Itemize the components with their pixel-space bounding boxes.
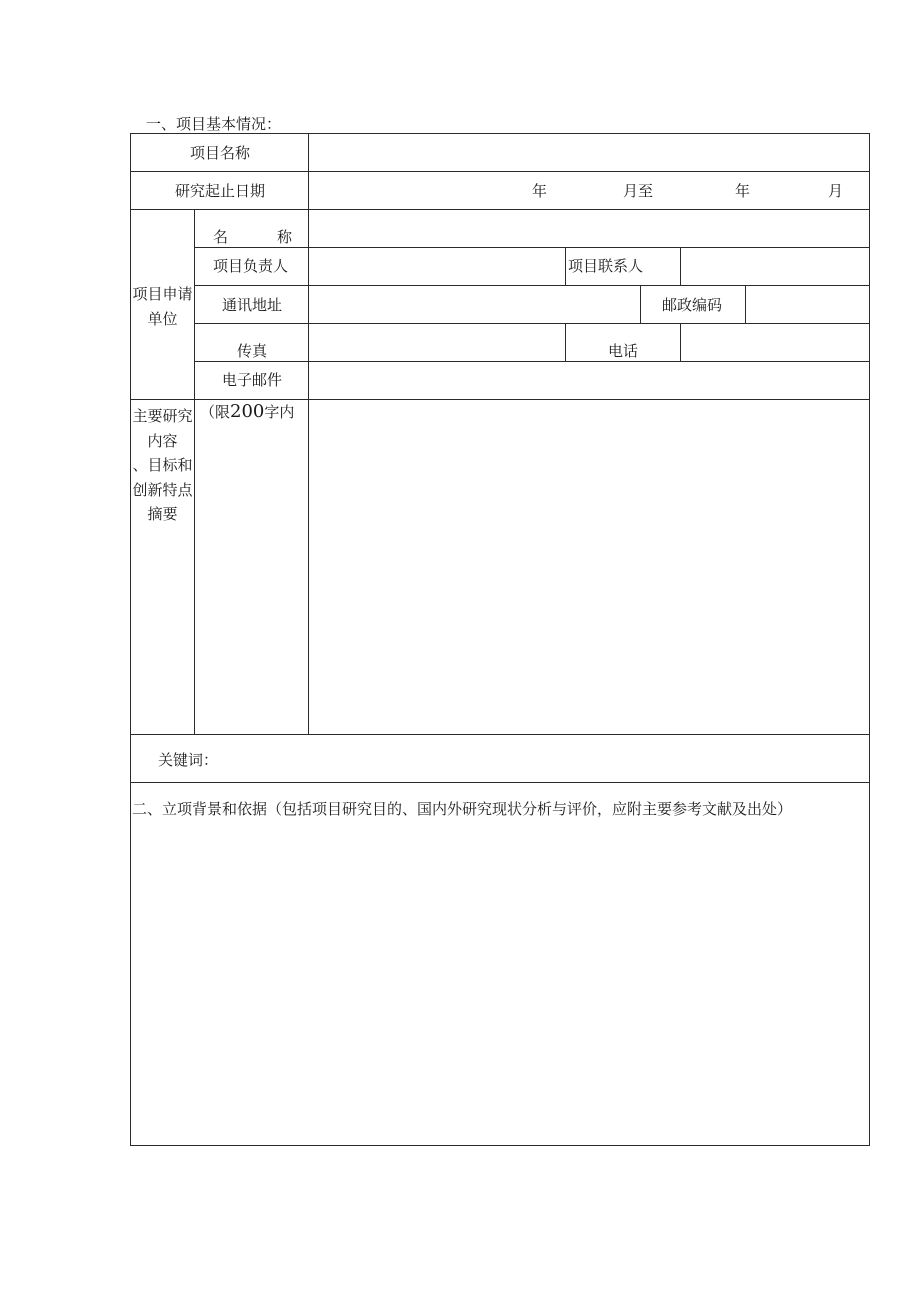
keywords-label: 关键词： bbox=[158, 751, 219, 769]
summary-limit-number: 200 bbox=[230, 401, 265, 422]
summary-label-line: 内容 bbox=[147, 431, 178, 450]
end-year-unit: 年 bbox=[735, 182, 751, 200]
project-name-label: 项目名称 bbox=[190, 144, 251, 162]
unit-name-field[interactable] bbox=[310, 211, 868, 246]
project-contact-label: 项目联系人 bbox=[568, 257, 644, 275]
mailing-address-field[interactable] bbox=[310, 287, 639, 322]
section-1-title: 一、项目基本情况： bbox=[146, 115, 282, 133]
phone-field[interactable] bbox=[682, 325, 868, 360]
applicant-unit-label-line2: 单位 bbox=[147, 309, 178, 328]
project-leader-field[interactable] bbox=[310, 249, 564, 284]
postcode-field[interactable] bbox=[747, 287, 868, 322]
section-2-field[interactable] bbox=[132, 822, 868, 1144]
fax-label: 传真 bbox=[237, 342, 268, 360]
fax-field[interactable] bbox=[310, 325, 564, 360]
summary-limit-note bbox=[200, 403, 294, 421]
summary-limit-suffix: 字内 bbox=[264, 403, 295, 421]
end-month-unit: 月 bbox=[828, 182, 844, 200]
research-period-field[interactable] bbox=[310, 173, 868, 208]
keywords-field[interactable] bbox=[220, 736, 868, 781]
start-year-unit: 年 bbox=[532, 182, 548, 200]
summary-label-line: 摘要 bbox=[147, 505, 178, 523]
summary-label-line: 创新特点 bbox=[132, 480, 193, 499]
postcode-label: 邮政编码 bbox=[662, 296, 723, 314]
applicant-unit-label bbox=[131, 282, 194, 331]
summary-label-line: 、目标和 bbox=[132, 456, 193, 474]
summary-field[interactable] bbox=[310, 401, 868, 733]
summary-label-line: 主要研究 bbox=[132, 407, 193, 425]
unit-name-label-char1: 名 bbox=[213, 228, 229, 246]
phone-label: 电话 bbox=[608, 342, 639, 360]
project-leader-label: 项目负责人 bbox=[213, 257, 289, 275]
research-period-label: 研究起止日期 bbox=[175, 182, 266, 200]
summary-label bbox=[131, 404, 194, 527]
unit-name-label-char2: 称 bbox=[277, 228, 293, 246]
applicant-unit-label-line1: 项目申请 bbox=[132, 285, 193, 303]
summary-limit-prefix: （限 bbox=[200, 403, 231, 421]
email-label: 电子邮件 bbox=[222, 371, 283, 389]
project-contact-field[interactable] bbox=[682, 249, 868, 284]
email-field[interactable] bbox=[310, 363, 868, 398]
mailing-address-label: 通讯地址 bbox=[222, 296, 283, 314]
section-2-title: 二、立项背景和依据（包括项目研究目的、国内外研究现状分析与评价，应附主要参考文献及出处） bbox=[132, 800, 793, 818]
project-name-field[interactable] bbox=[310, 135, 868, 170]
start-month-to: 月至 bbox=[623, 182, 654, 200]
